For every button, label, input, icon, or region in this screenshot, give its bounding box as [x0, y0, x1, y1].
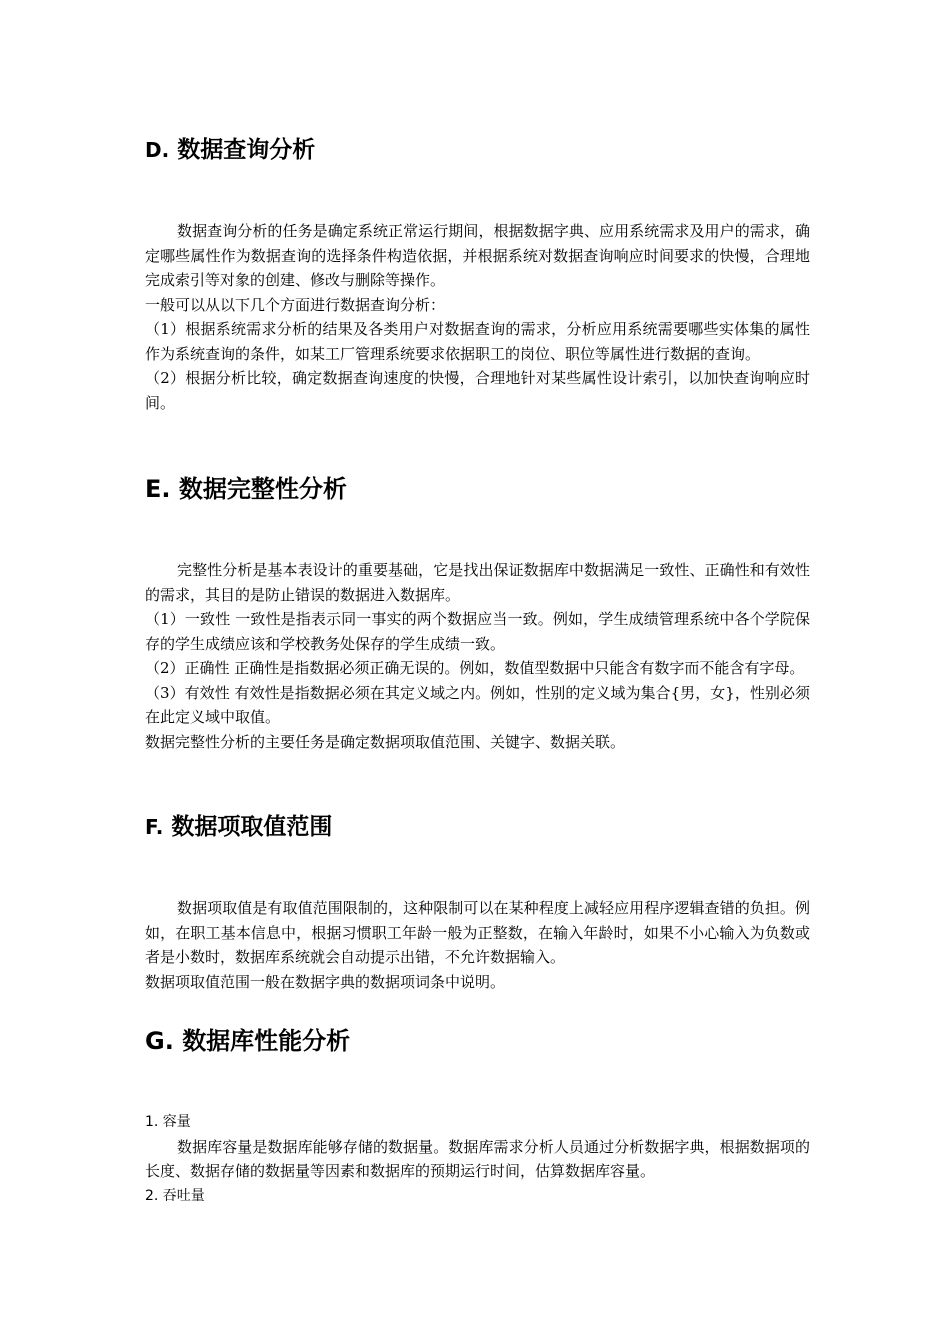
list-item-label: 2. 吞吐量	[145, 1187, 205, 1204]
paragraph: 数据完整性分析的主要任务是确定数据项取值范围、关键字、数据关联。	[145, 732, 626, 751]
section-g-body	[145, 1110, 810, 1208]
section-e-title: 数据完整性分析	[178, 475, 347, 503]
section-e-body	[145, 558, 810, 754]
paragraph: （1）根据系统需求分析的结果及各类用户对数据查询的需求，分析应用系统需要哪些实体集的属性作为系统查询的条件，如某工厂管理系统要求依据职工的岗位、职位等属性进行数据的查询。	[145, 320, 810, 363]
paragraph: 一般可以从以下几个方面进行数据查询分析：	[145, 295, 446, 314]
section-d-letter: D.	[145, 138, 170, 162]
paragraph: 完整性分析是基本表设计的重要基础，它是找出保证数据库中数据满足一致性、正确性和有效性的需求，其目的是防止错误的数据进入数据库。	[145, 561, 810, 604]
paragraph: 数据项取值是有取值范围限制的，这种限制可以在某种程度上减轻应用程序逻辑查错的负担。例如，在职工基本信息中，根据习惯职工年龄一般为正整数，在输入年龄时，如果不小心输入为负数或者是小数时，数据库系统就会自动提示出错，不允许数据输入。	[145, 899, 810, 966]
section-f-body	[145, 896, 810, 994]
section-g-letter: G.	[145, 1027, 174, 1055]
section-d-title: 数据查询分析	[177, 137, 316, 163]
section-g-title: 数据库性能分析	[182, 1027, 351, 1055]
paragraph: 数据库容量是数据库能够存储的数据量。数据库需求分析人员通过分析数据字典，根据数据项的长度、数据存储的数据量等因素和数据库的预期运行时间，估算数据库容量。	[145, 1137, 810, 1180]
paragraph: （2）根据分析比较，确定数据查询速度的快慢，合理地针对某些属性设计索引，以加快查询响应时间。	[145, 369, 810, 412]
section-f-title: 数据项取值范围	[171, 814, 333, 840]
section-d-heading	[145, 135, 315, 165]
paragraph: （2）正确性 正确性是指数据必须正确无误的。例如，数值型数据中只能含有数字而不能含有字母。	[145, 659, 805, 677]
section-e-letter: E.	[145, 475, 171, 503]
section-f-heading	[145, 812, 332, 842]
paragraph: （3）有效性 有效性是指数据必须在其定义域之内。例如，性别的定义域为集合{男，女}，性别必须在此定义域中取值。	[145, 683, 810, 726]
paragraph: 数据项取值范围一般在数据字典的数据项词条中说明。	[145, 972, 506, 991]
section-e-heading	[145, 474, 347, 504]
paragraph: 数据查询分析的任务是确定系统正常运行期间，根据数据字典、应用系统需求及用户的需求，确定哪些属性作为数据查询的选择条件构造依据，并根据系统对数据查询响应时间要求的快慢，合理地完成索引等对象的创建、修改与删除等操作。	[145, 222, 810, 289]
paragraph: （1）一致性 一致性是指表示同一事实的两个数据应当一致。例如，学生成绩管理系统中各个学院保存的学生成绩应该和学校教务处保存的学生成绩一致。	[145, 610, 810, 653]
section-g-heading	[145, 1026, 350, 1056]
section-f-letter: F.	[145, 815, 164, 839]
section-d-body	[145, 219, 810, 415]
list-item-label: 1. 容量	[145, 1114, 191, 1130]
